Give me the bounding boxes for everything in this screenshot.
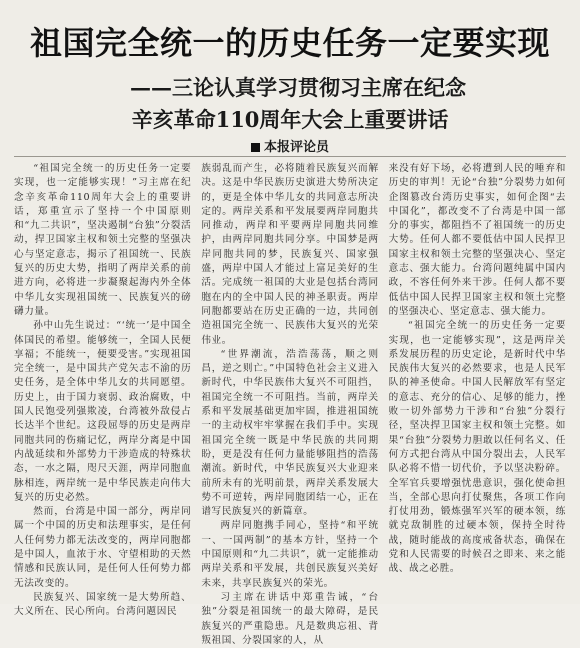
- column-1: [14, 162, 192, 618]
- paragraph: 然而，台湾是中国一部分，两岸同属一个中国的历史和法理事实，是任何人任何势力都无法改变的，两岸同胞都是中国人，血浓于水、守望相助的天然情感和民族认同，是任何人任何势力都无法改变的。: [14, 506, 192, 589]
- headline: 祖国完全统一的历史任务一定要实现: [29, 24, 550, 62]
- subheadline-line-1: ——三论认真学习贯彻习主席在纪念: [130, 75, 466, 100]
- divider: [14, 156, 566, 157]
- column-2: [201, 162, 379, 646]
- byline: [0, 136, 580, 155]
- paragraph: “世界潮流，浩浩荡荡，顺之则昌，逆之则亡。”中国特色社会主义进入新时代，中华民族伟大复兴不可阻挡，祖国完全统一不可阻挡。当前，两岸关系和平发展基础更加牢固，推进祖国统一的主动权牢牢掌握在我们手中。实现祖国完全统一既是中华民族的共同期盼，更是没有任何力量能够阻挡的浩荡潮流。新时代，中华民族复兴大业迎来前所未有的光明前景，两岸关系发展大势不可逆转，两岸同胞团结一心，正在谱写民族复兴的新篇章。: [201, 348, 379, 518]
- paragraph: “祖国完全统一的历史任务一定要实现，也一定能够实现”，这是两岸关系发展历程的历史定论，是新时代中华民族伟大复兴的必然要求，也是人民军队的神圣使命。中国人民解放军有坚定的意志、充分的信心、足够的能力，挫败一切外部势力干涉和“台独”分裂行径，坚决捍卫国家主权和领土完整。如果“台独”分裂势力胆敢以任何名义、任何方式把台湾从中国分裂出去，人民军队必将不惜一切代价，予以坚决粉碎。全军官兵要增强忧患意识，强化使命担当，全部心思向打仗聚焦，各项工作向打仗用劲，锻炼强军兴军的硬本领，练就克敌制胜的过硬本领，保持全时待战，随时能战的高度戒备状态，确保在党和人民需要的时候召之即来、来之能战、战之必胜。: [388, 320, 566, 575]
- byline-text: 本报评论员: [263, 140, 329, 155]
- paragraph: 民族复兴、国家统一是大势所趋、大义所在、民心所向。台湾问题因民: [14, 591, 192, 618]
- paragraph: 习主席在讲话中郑重告诫，“台独”分裂是祖国统一的最大障碍，是民族复兴的严重隐患。凡是数典忘祖、背叛祖国、分裂国家的人，从: [201, 591, 379, 646]
- subheadline-line-2: 辛亥革命110周年大会上重要讲话: [131, 107, 449, 132]
- paragraph: 族弱乱而产生，必将随着民族复兴而解决。这是中华民族历史演进大势所决定的，更是全体中华儿女的共同意志所决定的。两岸关系和平发展要两岸同胞共同推动，两岸和平要两岸同胞共同维护，由两岸同胞共同分享。中国梦是两岸同胞共同的梦，民族复兴、国家强盛，两岸中国人才能过上富足美好的生活。完成统一祖国的大业是包括台湾同胞在内的全中国人民的神圣职责。两岸同胞都要站在历史正确的一边，共同创造祖国完全统一、民族伟大复兴的光荣伟业。: [201, 163, 379, 346]
- article-body: [14, 162, 566, 646]
- column-3: [389, 162, 566, 602]
- paragraph: 两岸同胞携手同心，坚持“和平统一、一国两制”的基本方针，坚持一个中国原则和“九二共识”，就一定能推动两岸关系和平发展，共创民族复兴美好未来，共享民族复兴的荣光。: [201, 520, 379, 589]
- paragraph: 孙中山先生说过：“‘统一’是中国全体国民的希望。能够统一，全国人民便享福；不能统一，便要受害。”实现祖国完全统一，是中国共产党矢志不渝的历史任务，是全体中华儿女的共同愿望。历史上，由于国力衰弱、政治腐败，中国人民饱受列强欺凌，台湾被外敌侵占长达半个世纪。这段屈辱的历史是两岸同胞共同的伤痛记忆，两岸分离是中国内战延续和外部势力干涉造成的特殊状态，一水之隔，咫尺天涯，两岸同胞血脉相连，两岸统一是中华民族走向伟大复兴的历史必然。: [14, 320, 192, 503]
- paragraph: “祖国完全统一的历史任务一定要实现，也一定能够实现！”习主席在纪念辛亥革命110周年大会上的重要讲话，郑重宣示了坚持一个中国原则和“九二共识”，坚决遏制“台独”分裂活动，捍卫国家主权和领土完整的坚强决心与坚定意志，揭示了祖国统一、民族复兴的历史大势，指明了两岸关系的前进方向，必将进一步凝聚起海内外全体中华儿女实现祖国统一、民族复兴的磅礴力量。: [14, 163, 192, 317]
- paragraph: 来没有好下场，必将遭到人民的唾弃和历史的审判！无论“台独”分裂势力如何企图篡改台湾历史事实，如何企图“去中国化”，都改变不了台湾是中国一部分的事实，都阻挡不了祖国统一的历史大势。任何人都不要低估中国人民捍卫国家主权和领土完整的坚强决心、坚定意志、强大能力。台湾问题纯属中国内政，不容任何外来干涉。任何人都不要低估中国人民捍卫国家主权和领土完整的坚强决心、坚定意志、强大能力。: [388, 163, 566, 317]
- black-square-icon: [251, 143, 260, 152]
